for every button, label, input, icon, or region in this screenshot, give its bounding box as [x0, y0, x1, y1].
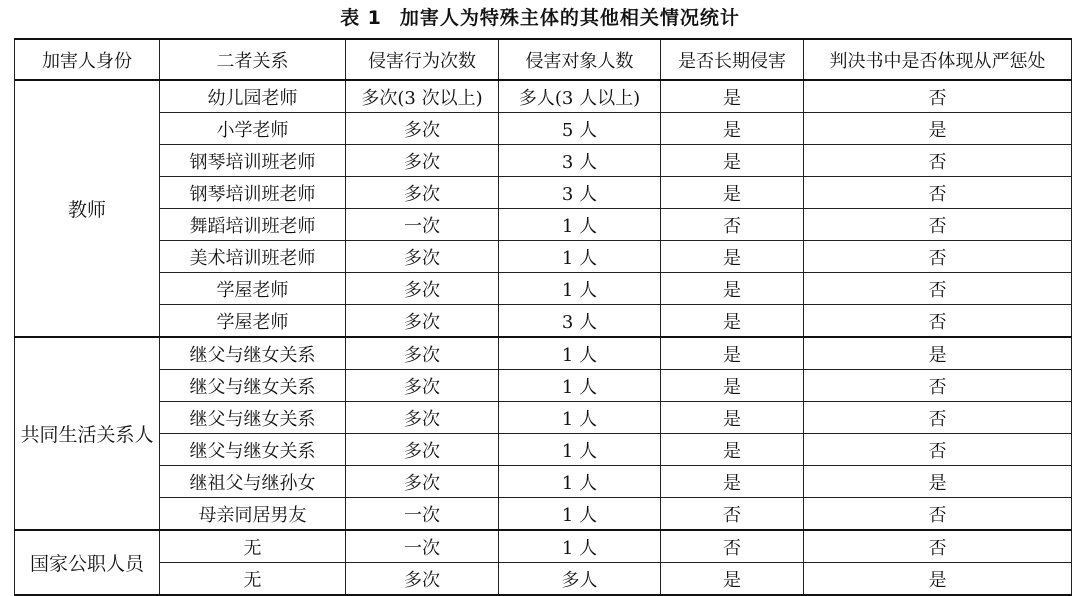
table-row [15, 305, 1072, 338]
table-header-row [15, 39, 1072, 80]
identity-cell: 教师 [15, 80, 160, 337]
offense-count-cell: 一次 [346, 209, 499, 241]
table-row [15, 337, 1072, 370]
relationship-cell: 无 [160, 530, 346, 563]
table-body [15, 80, 1072, 595]
relationship-cell: 无 [160, 563, 346, 596]
severe-punishment-cell: 否 [804, 177, 1072, 209]
victim-count-cell: 1 人 [499, 498, 661, 531]
victim-count-cell: 1 人 [499, 466, 661, 498]
offense-count-cell: 多次 [346, 563, 499, 596]
long-term-cell: 是 [661, 370, 804, 402]
table-row [15, 273, 1072, 305]
long-term-cell: 否 [661, 530, 804, 563]
long-term-cell: 是 [661, 434, 804, 466]
severe-punishment-cell: 否 [804, 498, 1072, 531]
relationship-cell: 继父与继女关系 [160, 402, 346, 434]
relationship-cell: 继父与继女关系 [160, 434, 346, 466]
table-row [15, 177, 1072, 209]
offense-count-cell: 多次 [346, 145, 499, 177]
table-row [15, 466, 1072, 498]
severe-punishment-cell: 是 [804, 563, 1072, 596]
victim-count-cell: 1 人 [499, 337, 661, 370]
severe-punishment-cell: 否 [804, 305, 1072, 338]
victim-count-cell: 多人 [499, 563, 661, 596]
severe-punishment-cell: 否 [804, 370, 1072, 402]
relationship-cell: 美术培训班老师 [160, 241, 346, 273]
victim-count-cell: 1 人 [499, 273, 661, 305]
long-term-cell: 是 [661, 337, 804, 370]
relationship-cell: 钢琴培训班老师 [160, 177, 346, 209]
header-identity: 加害人身份 [15, 39, 160, 80]
severe-punishment-cell: 是 [804, 113, 1072, 145]
offense-count-cell: 多次 [346, 177, 499, 209]
relationship-cell: 继父与继女关系 [160, 337, 346, 370]
table-row [15, 563, 1072, 596]
table-row [15, 209, 1072, 241]
severe-punishment-cell: 否 [804, 402, 1072, 434]
victim-count-cell: 多人(3 人以上) [499, 80, 661, 113]
severe-punishment-cell: 否 [804, 273, 1072, 305]
relationship-cell: 继祖父与继孙女 [160, 466, 346, 498]
offense-count-cell: 多次 [346, 305, 499, 338]
severe-punishment-cell: 是 [804, 466, 1072, 498]
severe-punishment-cell: 否 [804, 145, 1072, 177]
table-row [15, 498, 1072, 531]
relationship-cell: 小学老师 [160, 113, 346, 145]
relationship-cell: 母亲同居男友 [160, 498, 346, 531]
victim-count-cell: 1 人 [499, 241, 661, 273]
victim-count-cell: 3 人 [499, 177, 661, 209]
severe-punishment-cell: 是 [804, 337, 1072, 370]
long-term-cell: 是 [661, 466, 804, 498]
offense-count-cell: 多次 [346, 370, 499, 402]
identity-cell: 共同生活关系人 [15, 337, 160, 530]
offense-count-cell: 多次 [346, 402, 499, 434]
relationship-cell: 幼儿园老师 [160, 80, 346, 113]
long-term-cell: 是 [661, 80, 804, 113]
header-long-term: 是否长期侵害 [661, 39, 804, 80]
severe-punishment-cell: 否 [804, 80, 1072, 113]
table-row [15, 370, 1072, 402]
offense-count-cell: 一次 [346, 530, 499, 563]
identity-cell: 国家公职人员 [15, 530, 160, 595]
long-term-cell: 否 [661, 209, 804, 241]
victim-count-cell: 1 人 [499, 434, 661, 466]
table-row [15, 80, 1072, 113]
table-row [15, 241, 1072, 273]
victim-count-cell: 1 人 [499, 209, 661, 241]
long-term-cell: 是 [661, 241, 804, 273]
relationship-cell: 学屋老师 [160, 273, 346, 305]
offense-count-cell: 多次(3 次以上) [346, 80, 499, 113]
table-number: 表 1 [340, 7, 382, 29]
offense-count-cell: 多次 [346, 241, 499, 273]
table-row [15, 434, 1072, 466]
relationship-cell: 继父与继女关系 [160, 370, 346, 402]
offense-count-cell: 多次 [346, 273, 499, 305]
severe-punishment-cell: 否 [804, 434, 1072, 466]
relationship-cell: 舞蹈培训班老师 [160, 209, 346, 241]
victim-count-cell: 1 人 [499, 530, 661, 563]
relationship-cell: 学屋老师 [160, 305, 346, 338]
table-row [15, 402, 1072, 434]
long-term-cell: 是 [661, 305, 804, 338]
victim-count-cell: 5 人 [499, 113, 661, 145]
long-term-cell: 是 [661, 177, 804, 209]
table-row [15, 145, 1072, 177]
victim-count-cell: 1 人 [499, 370, 661, 402]
victim-count-cell: 3 人 [499, 145, 661, 177]
severe-punishment-cell: 否 [804, 530, 1072, 563]
table-title: 加害人为特殊主体的其他相关情况统计 [399, 7, 740, 29]
victim-count-cell: 3 人 [499, 305, 661, 338]
header-victim-count: 侵害对象人数 [499, 39, 661, 80]
long-term-cell: 是 [661, 563, 804, 596]
long-term-cell: 是 [661, 273, 804, 305]
offense-count-cell: 多次 [346, 113, 499, 145]
table-row [15, 113, 1072, 145]
table-caption [0, 4, 1080, 32]
table-row [15, 530, 1072, 563]
long-term-cell: 是 [661, 145, 804, 177]
offense-count-cell: 多次 [346, 466, 499, 498]
statistics-table [14, 38, 1072, 596]
offense-count-cell: 多次 [346, 337, 499, 370]
relationship-cell: 钢琴培训班老师 [160, 145, 346, 177]
header-severe-punishment: 判决书中是否体现从严惩处 [804, 39, 1072, 80]
long-term-cell: 否 [661, 498, 804, 531]
header-offense-count: 侵害行为次数 [346, 39, 499, 80]
long-term-cell: 是 [661, 402, 804, 434]
severe-punishment-cell: 否 [804, 209, 1072, 241]
severe-punishment-cell: 否 [804, 241, 1072, 273]
long-term-cell: 是 [661, 113, 804, 145]
header-relationship: 二者关系 [160, 39, 346, 80]
victim-count-cell: 1 人 [499, 402, 661, 434]
offense-count-cell: 一次 [346, 498, 499, 531]
offense-count-cell: 多次 [346, 434, 499, 466]
